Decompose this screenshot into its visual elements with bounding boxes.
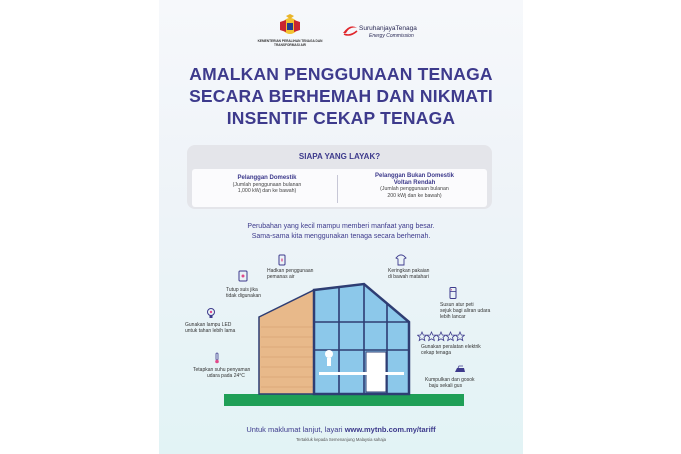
poster [159,0,523,454]
eligibility-divider [337,175,338,203]
glass-wall [314,284,409,394]
domestic-line-2: 1,000 kWj dan ke bawah) [237,188,297,194]
iron-icon [454,363,466,375]
wooden-wall [259,290,314,394]
fridge-icon [447,287,459,299]
water-heater-icon [276,254,288,266]
clothes-shirt-icon [395,254,407,266]
intro-line-1: Perubahan yang kecil mampu memberi manfaat yang besar. [247,223,435,230]
tip-socket: Tutup suis jika tidak digunakan [226,287,262,299]
non-domestic-line-1: (Jumlah penggunaan bulanan [380,186,449,192]
star-rating-icon [417,331,465,342]
non-domestic-title-2: Voltan Rendah [393,179,436,186]
non-domestic-column [342,173,487,199]
title-line-3: INSENTIF CEKAP TENAGA [226,108,456,128]
url-prefix: Untuk maklumat lanjut, layari [246,425,345,434]
non-domestic-title-1: Pelanggan Bukan Domestik [374,173,455,179]
tip-water-heater: Hadkan penggunaan pemanas air [267,268,314,280]
tip-aircond: Tetapkan suhu penyaman udara pada 24°C [193,367,251,379]
non-domestic-line-2: 200 kWj dan ke bawah) [387,192,442,199]
tariff-link[interactable]: www.mytnb.com.my/tariff [344,425,436,434]
ministry-name: KEMENTERIAN PERALIHAN TENAGA DAN TRANSFORMASI AIR [257,39,323,47]
eligibility-box [187,145,492,209]
energy-commission-logo-icon [341,22,359,40]
commission-name: SuruhanjayaTenaga [359,25,417,32]
socket-icon [237,270,249,282]
tip-fridge: Susun atur peti sejuk bagi aliran udara lebih lancar [440,302,491,320]
eligibility-heading: SIAPA YANG LAYAK? [298,152,381,161]
thermometer-icon [211,352,223,364]
balcony-rail [319,372,404,375]
lamp [325,350,333,358]
domestic-column [197,175,337,195]
domestic-title: Pelanggan Domestik [237,175,297,181]
commission-subtitle: Energy Commission [369,33,414,39]
ministry-crest-icon [277,14,303,38]
tip-clothes: Keringkan pakaian di bawah matahari [388,268,430,280]
tip-led: Gunakan lampu LED untuk tahan lebih lama [185,322,236,334]
title-line-1: AMALKAN PENGGUNAAN TENAGA [189,64,493,84]
domestic-line-1: (Jumlah penggunaan bulanan [232,181,302,188]
led-bulb-icon [205,307,217,319]
tip-iron: Kumpulkan dan gosok baju sekali gus [425,377,475,389]
info-url-line [159,425,523,434]
title-line-2: SECARA BERHEMAH DAN NIKMATI [189,86,493,106]
tip-appliance: Gunakan peralatan elektrik cekap tenaga [421,344,481,356]
grass-strip [224,394,464,406]
footnote: Tertakluk kepada Semenanjung Malaysia sahaja [296,437,386,442]
intro-line-2: Sama-sama kita menggunakan tenaga secara berhemah. [251,233,431,240]
